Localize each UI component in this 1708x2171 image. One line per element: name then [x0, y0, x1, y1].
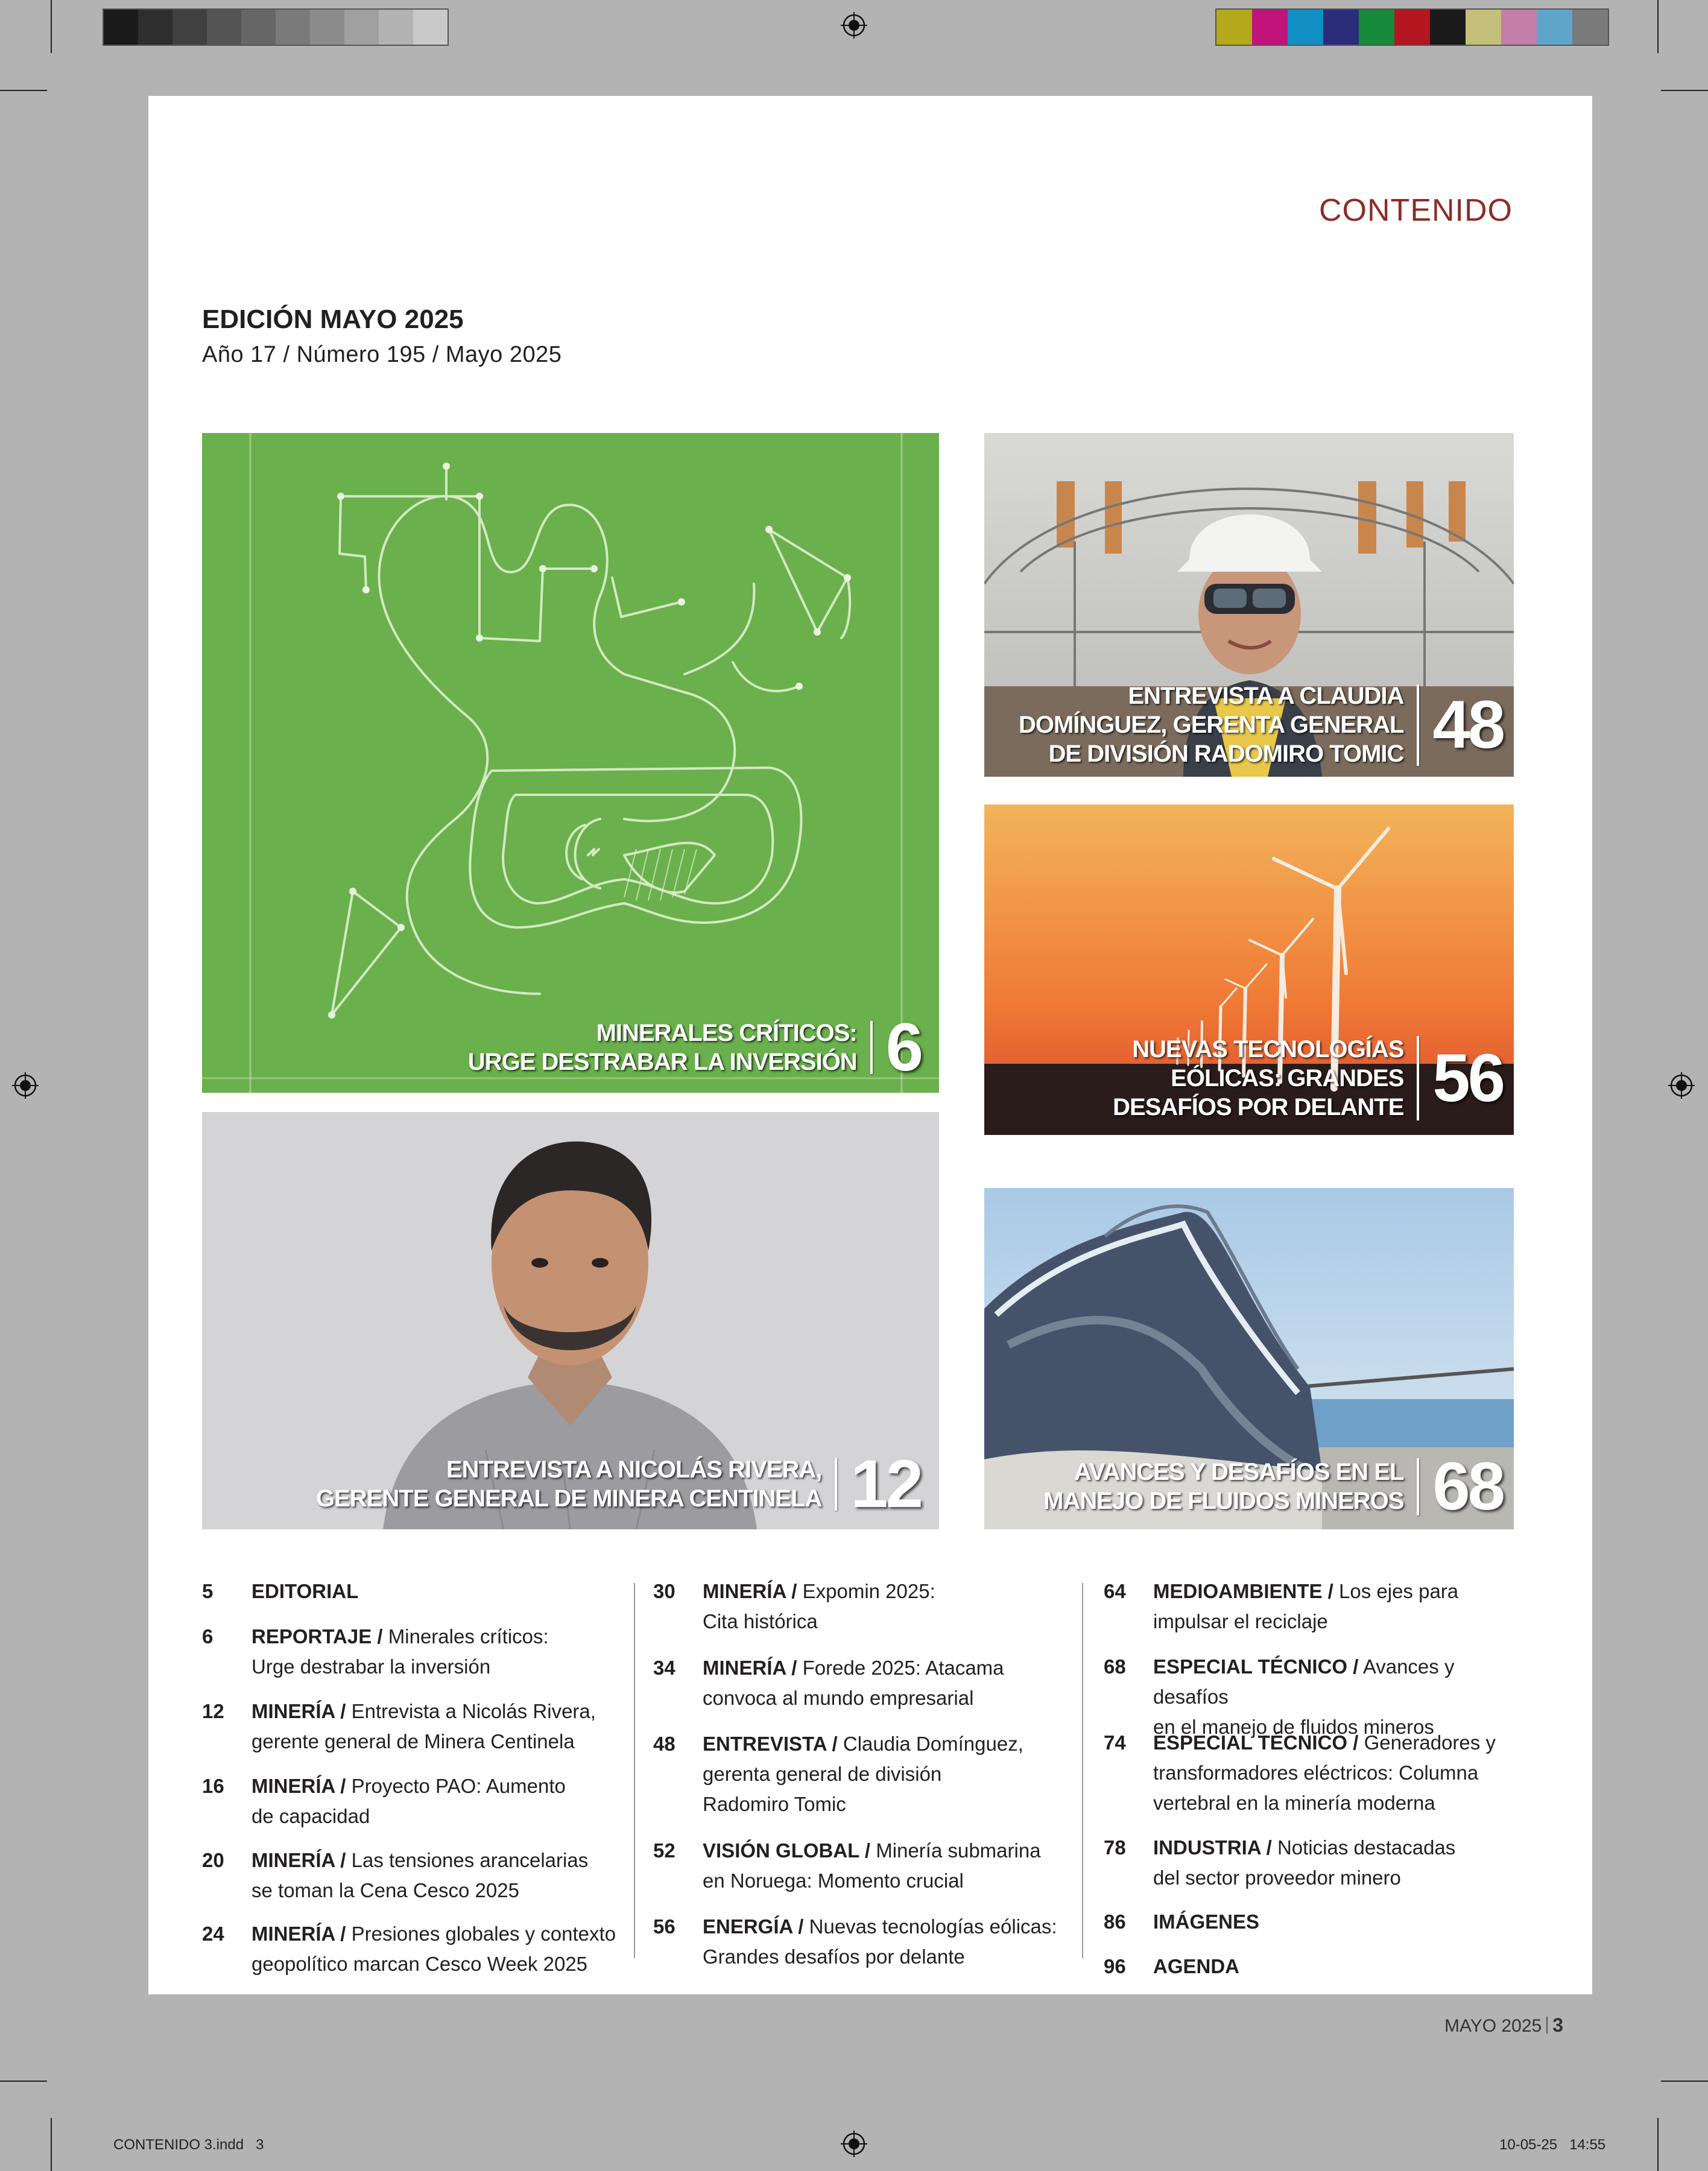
entry-section: EDITORIAL — [251, 1580, 359, 1602]
color-swatch — [1288, 10, 1323, 45]
entry-section: VISIÓN GLOBAL / — [703, 1839, 871, 1862]
entry-section: MINERÍA / — [251, 1775, 346, 1797]
caption-divider — [1417, 1458, 1419, 1515]
entry-description: Minerales críticos: Urge destrabar la inversión — [251, 1625, 549, 1678]
color-swatch — [1501, 10, 1537, 45]
feature-tile-minerales[interactable] — [202, 433, 939, 1093]
column-divider — [1082, 1583, 1083, 1958]
entry-section: MEDIOAMBIENTE / — [1153, 1580, 1333, 1602]
color-swatch — [1394, 10, 1430, 45]
entry-page-number: 34 — [653, 1657, 675, 1679]
contents-entry[interactable] — [202, 1576, 625, 1607]
contents-entry[interactable] — [1104, 1951, 1527, 1982]
section-title: CONTENIDO — [1319, 193, 1513, 228]
folio-page-number: 3 — [1552, 2014, 1563, 2036]
feature-title: ENTREVISTA A CLAUDIA DOMÍNGUEZ, GERENTA GENERAL DE DIVISIÓN RADOMIRO TOMIC — [1018, 683, 1404, 767]
entry-page-number: 78 — [1104, 1836, 1126, 1859]
page-folio — [1444, 2014, 1563, 2037]
gray-swatch — [138, 10, 172, 45]
contents-entry[interactable] — [202, 1845, 625, 1906]
caption-divider — [870, 1021, 873, 1074]
entry-text — [251, 1576, 625, 1607]
crop-mark — [1657, 2118, 1659, 2171]
entry-description: Proyecto PAO: Aumento de capacidad — [251, 1775, 566, 1827]
feature-page-number: 6 — [885, 1010, 921, 1085]
entry-description: Avances y desafíos en el manejo de fluidos mineros — [1153, 1655, 1455, 1738]
registration-mark-icon — [841, 12, 867, 39]
entry-page-number: 16 — [202, 1775, 224, 1797]
crop-mark — [51, 0, 52, 53]
caption-divider — [1417, 1036, 1419, 1120]
gray-swatch — [344, 10, 379, 45]
entry-text — [251, 1845, 625, 1906]
entry-text — [703, 1836, 1077, 1896]
crop-mark — [0, 2081, 47, 2082]
entry-description: Nuevas tecnologías eólicas: Grandes desafíos por delante — [703, 1915, 1057, 1968]
color-swatch — [1323, 10, 1359, 45]
crop-mark — [1661, 90, 1708, 91]
entry-page-number: 68 — [1104, 1655, 1126, 1678]
entry-description: Minería submarina en Noruega: Momento crucial — [703, 1839, 1041, 1892]
entry-page-number: 20 — [202, 1849, 224, 1871]
entry-description: Noticias destacadas del sector proveedor minero — [1153, 1836, 1456, 1889]
contents-entry[interactable] — [653, 1729, 1077, 1819]
contents-entry[interactable] — [653, 1653, 1077, 1713]
contents-entry[interactable] — [1104, 1576, 1527, 1637]
entry-text — [251, 1696, 625, 1757]
gray-swatch — [104, 10, 138, 45]
entry-section: ESPECIAL TÉCNICO / — [1153, 1731, 1359, 1754]
contents-entry[interactable] — [202, 1696, 625, 1757]
entry-description: Presiones globales y contexto geopolítico marcan Cesco Week 2025 — [251, 1923, 616, 1975]
entry-page-number: 6 — [202, 1625, 214, 1648]
slug-filename: CONTENIDO 3.indd 3 — [113, 2137, 264, 2153]
entry-page-number: 12 — [202, 1700, 224, 1722]
feature-caption — [1113, 1035, 1503, 1122]
entry-section: MINERÍA / — [251, 1923, 346, 1945]
entry-page-number: 96 — [1104, 1955, 1126, 1977]
registration-mark-icon — [841, 2131, 867, 2157]
folio-divider — [1546, 2017, 1548, 2034]
gray-swatch — [413, 10, 448, 45]
entry-page-number: 56 — [653, 1915, 675, 1938]
feature-tile-eolicas[interactable] — [984, 804, 1514, 1135]
feature-caption — [467, 1010, 921, 1085]
contents-entry[interactable] — [202, 1622, 625, 1682]
gray-swatch — [207, 10, 241, 45]
color-swatch — [1430, 10, 1466, 45]
contents-entry[interactable] — [1104, 1907, 1527, 1937]
entry-description: Las tensiones arancelarias se toman la Cena Cesco 2025 — [251, 1849, 589, 1901]
entry-page-number: 52 — [653, 1839, 675, 1862]
color-swatch — [1466, 10, 1501, 45]
magazine-page — [148, 96, 1592, 1994]
entry-page-number: 64 — [1104, 1580, 1126, 1602]
entry-page-number: 24 — [202, 1923, 224, 1945]
entry-section: ESPECIAL TÉCNICO / — [1153, 1655, 1359, 1678]
entry-section: AGENDA — [1153, 1955, 1240, 1977]
entry-description: Los ejes para impulsar el reciclaje — [1153, 1580, 1459, 1632]
gray-swatch — [241, 10, 276, 45]
contents-entry[interactable] — [653, 1576, 1077, 1637]
entry-text — [703, 1729, 1077, 1819]
caption-divider — [1417, 684, 1419, 766]
entry-section: ENERGÍA / — [703, 1915, 804, 1938]
feature-tile-entrevista-nicolas[interactable] — [202, 1112, 939, 1529]
feature-page-number: 12 — [850, 1446, 921, 1522]
color-swatch-strip — [1215, 8, 1609, 46]
gray-swatch — [310, 10, 344, 45]
entry-section: MINERÍA / — [703, 1657, 797, 1679]
entry-text — [1153, 1951, 1527, 1982]
feature-caption — [1019, 681, 1503, 768]
feature-title: NUEVAS TECNOLOGÍAS EÓLICAS: GRANDES DESAFÍOS POR DELANTE — [1113, 1036, 1404, 1120]
feature-page-number: 48 — [1432, 687, 1503, 762]
gray-swatch — [276, 10, 310, 45]
registration-mark-icon — [1668, 1072, 1695, 1099]
crop-mark — [1661, 2081, 1708, 2082]
entry-section: ENTREVISTA / — [703, 1733, 838, 1755]
entry-description: Entrevista a Nicolás Rivera, gerente general de Minera Centinela — [251, 1700, 596, 1752]
entry-section: INDUSTRIA / — [1153, 1836, 1272, 1859]
entry-text — [703, 1653, 1077, 1713]
entry-text — [251, 1919, 625, 1979]
entry-description: Expomin 2025: Cita histórica — [703, 1580, 935, 1632]
issue-info: Año 17 / Número 195 / Mayo 2025 — [202, 342, 562, 367]
contents-entry[interactable] — [653, 1836, 1077, 1896]
feature-caption — [1043, 1449, 1503, 1524]
crop-mark — [0, 90, 47, 91]
feature-title: ENTREVISTA A NICOLÁS RIVERA, GERENTE GENERAL DE MINERA CENTINELA — [316, 1456, 822, 1512]
entry-page-number: 5 — [202, 1580, 214, 1602]
registration-mark-icon — [12, 1072, 39, 1099]
color-swatch — [1252, 10, 1288, 45]
caption-divider — [835, 1458, 837, 1511]
column-divider — [634, 1583, 635, 1958]
color-swatch — [1216, 10, 1252, 45]
entry-description: Forede 2025: Atacama convoca al mundo empresarial — [703, 1657, 1004, 1709]
vr-glove-illustration — [202, 433, 939, 1093]
crop-mark — [1657, 0, 1659, 53]
entry-text — [1153, 1728, 1527, 1818]
entry-text — [703, 1576, 1077, 1637]
folio-label: MAYO 2025 — [1444, 2016, 1542, 2036]
contents-entry[interactable] — [202, 1919, 625, 1979]
feature-caption — [316, 1446, 921, 1522]
contents-entry[interactable] — [202, 1771, 625, 1831]
feature-tile-entrevista-claudia[interactable] — [984, 433, 1514, 777]
color-swatch — [1537, 10, 1572, 45]
contents-entry[interactable] — [1104, 1728, 1527, 1818]
entry-section: MINERÍA / — [703, 1580, 797, 1602]
entry-section: REPORTAJE / — [251, 1625, 383, 1648]
gray-swatch — [379, 10, 413, 45]
feature-page-number: 68 — [1432, 1449, 1503, 1524]
entry-section: IMÁGENES — [1153, 1910, 1260, 1933]
edition-title: EDICIÓN MAYO 2025 — [202, 305, 464, 334]
feature-title: MINERALES CRÍTICOS: URGE DESTRABAR LA INVERSIÓN — [467, 1020, 857, 1075]
entry-text — [703, 1912, 1077, 1972]
feature-title: AVANCES Y DESAFÍOS EN EL MANEJO DE FLUIDOS MINEROS — [1043, 1459, 1404, 1514]
entry-text — [1153, 1833, 1527, 1893]
color-swatch — [1572, 10, 1608, 45]
entry-text — [1153, 1576, 1527, 1637]
entry-page-number: 86 — [1104, 1910, 1126, 1933]
contents-entry[interactable] — [1104, 1833, 1527, 1893]
entry-page-number: 74 — [1104, 1731, 1126, 1754]
contents-entry[interactable] — [653, 1912, 1077, 1972]
entry-text — [1153, 1907, 1527, 1937]
feature-tile-fluidos[interactable] — [984, 1188, 1514, 1529]
entry-page-number: 30 — [653, 1580, 675, 1602]
entry-description: Generadores y transformadores eléctricos: Columna vertebral en la minería moderna — [1153, 1731, 1496, 1814]
entry-section: MINERÍA / — [251, 1849, 346, 1871]
slug-timestamp: 10-05-25 14:55 — [1499, 2137, 1606, 2153]
gray-swatch — [172, 10, 207, 45]
entry-text — [251, 1771, 625, 1831]
color-swatch — [1359, 10, 1394, 45]
entry-text — [251, 1622, 625, 1682]
entry-description: Claudia Domínguez, gerenta general de división Radomiro Tomic — [703, 1733, 1023, 1815]
entry-page-number: 48 — [653, 1733, 675, 1755]
crop-mark — [51, 2118, 52, 2171]
gray-swatch-strip — [103, 8, 449, 46]
feature-page-number: 56 — [1432, 1040, 1503, 1116]
entry-section: MINERÍA / — [251, 1700, 346, 1722]
